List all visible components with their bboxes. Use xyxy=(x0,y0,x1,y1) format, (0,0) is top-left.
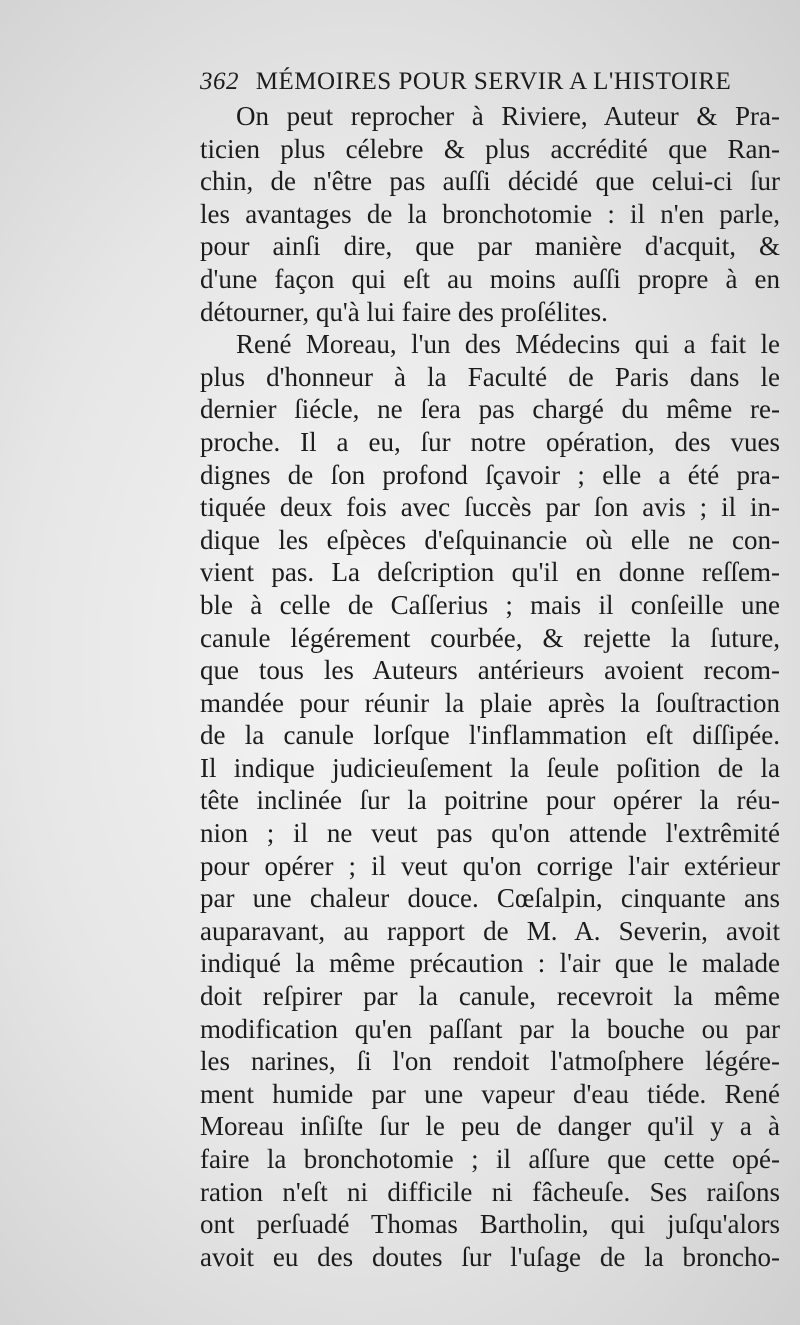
text-line: par une chaleur douce. Cœſalpin, cinquante ans xyxy=(200,883,780,914)
text-line: détourner, qu'à lui faire des proſélites. xyxy=(200,296,608,327)
text-line: dique les eſpèces d'eſquinancie où elle ne con- xyxy=(200,524,780,555)
text-line: que tous les Auteurs antérieurs avoient recom- xyxy=(200,655,780,686)
text-line: pour ainſi dire, que par manière d'acquit, & xyxy=(200,231,780,262)
text-line: nion ; il ne veut pas qu'on attende l'extrêmité xyxy=(200,818,780,849)
text-line: faire la bronchotomie ; il aſſure que cette opé- xyxy=(200,1144,780,1174)
text-line: ont perſuadé Thomas Bartholin, qui juſqu'alors xyxy=(200,1209,780,1240)
text-line: proche. Il a eu, ſur notre opération, des vues xyxy=(200,426,780,457)
text-line: dignes de ſon profond ſçavoir ; elle a été pra- xyxy=(200,459,780,490)
text-line: les avantages de la bronchotomie : il n'en parle, xyxy=(200,198,780,229)
text-line: tiquée deux fois avec ſuccès par ſon avis ; il in- xyxy=(200,492,780,523)
text-line: plus d'honneur à la Faculté de Paris dans le xyxy=(200,361,780,392)
text-line: vient pas. La deſcription qu'il en donne reſſem- xyxy=(200,557,780,588)
text-line: modification qu'en paſſant par la bouche ou par xyxy=(200,1013,780,1044)
running-header xyxy=(200,68,760,96)
text-line: canule légérement courbée, & rejette la ſuture, xyxy=(200,622,780,653)
text-line: On peut reprocher à Riviere, Auteur & Pra- xyxy=(236,101,780,131)
text-line: de la canule lorſque l'inflammation eſt diſſipée. xyxy=(200,720,780,751)
running-title: MÉMOIRES POUR SERVIR A L'HISTOIRE xyxy=(255,68,732,95)
body-text xyxy=(200,100,780,1273)
text-line: avoit eu des doutes ſur l'uſage de la broncho- xyxy=(200,1241,780,1272)
text-line: dernier ſiécle, ne ſera pas chargé du même re- xyxy=(200,394,780,425)
text-line: pour opérer ; il veut qu'on corrige l'air extérieur xyxy=(200,850,780,881)
text-line: Moreau inſiſte ſur le peu de danger qu'il y a à xyxy=(200,1111,780,1142)
text-line: indiqué la même précaution : l'air que le malade xyxy=(200,948,780,979)
text-line: auparavant, au rapport de M. A. Severin, avoit xyxy=(200,915,780,946)
text-line: ration n'eſt ni difficile ni fâcheuſe. Ses raiſons xyxy=(200,1176,780,1207)
text-line: René Moreau, l'un des Médecins qui a fait le xyxy=(236,329,780,360)
text-line: mandée pour réunir la plaie après la ſouſtraction xyxy=(200,687,780,718)
text-line: doit reſpirer par la canule, recevroit la même xyxy=(200,981,780,1012)
text-line: ble à celle de Caſſerius ; mais il conſeille une xyxy=(200,589,780,620)
text-line: Il indique judicieuſement la ſeule poſition de la xyxy=(200,752,780,783)
text-line: chin, de n'être pas auſſi décidé que celui-ci ſur xyxy=(200,166,780,197)
text-line: tête inclinée ſur la poitrine pour opérer la réu- xyxy=(200,785,780,816)
text-line: ticien plus célebre & plus accrédité que Ran- xyxy=(200,133,780,164)
text-line: d'une façon qui eſt au moins auſſi propre à en xyxy=(200,263,780,294)
text-line: ment humide par une vapeur d'eau tiéde. René xyxy=(200,1078,780,1109)
text-line: les narines, ſi l'on rendoit l'atmoſphere légére- xyxy=(200,1046,780,1077)
page-number: 362 xyxy=(200,68,239,95)
